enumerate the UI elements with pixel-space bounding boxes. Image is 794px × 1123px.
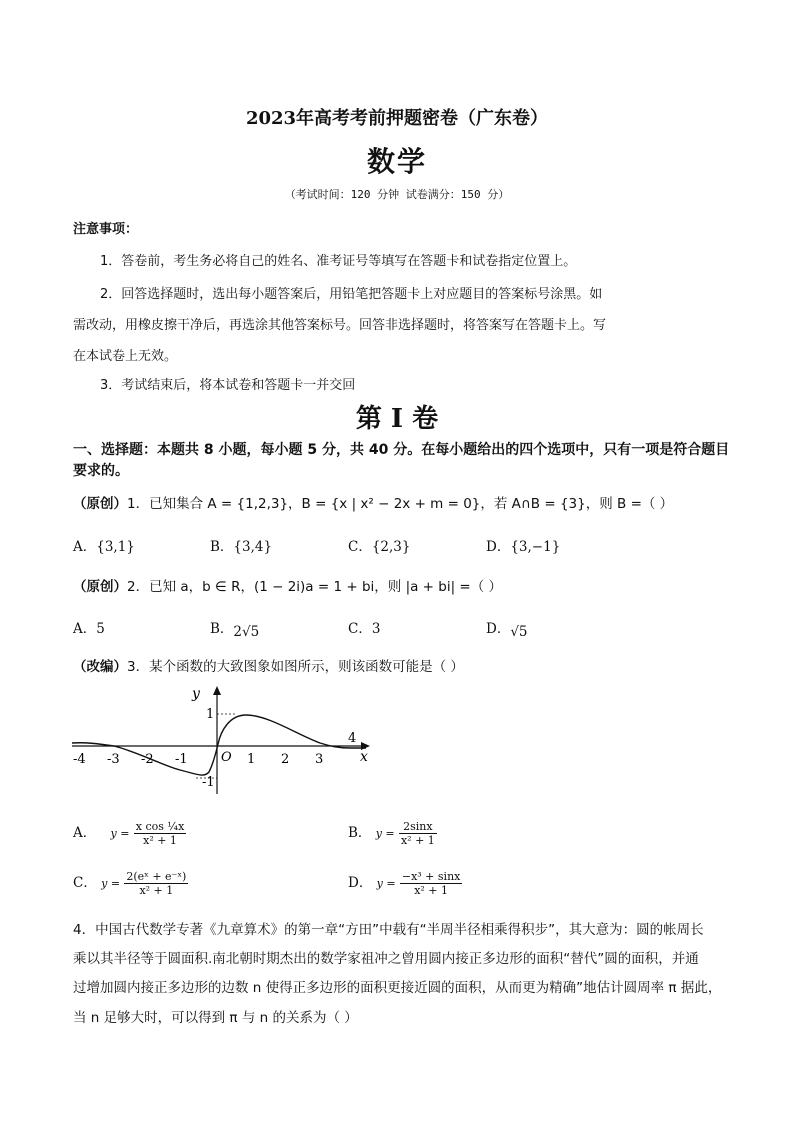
- q3-option-b-numerator: 2sinx: [399, 820, 437, 834]
- question-1: [73, 492, 673, 512]
- q2-option-b: [210, 617, 260, 640]
- function-graph: [68, 682, 378, 797]
- q2-option-b-value: 2√5: [233, 624, 260, 640]
- q3-option-c-fraction: [124, 870, 188, 897]
- q3-option-b-y: y =: [375, 827, 395, 840]
- q2-option-d-value: √5: [510, 624, 528, 640]
- q3-option-a-letter: A．: [73, 825, 97, 841]
- y-tick-1: 1: [206, 707, 215, 722]
- y-axis-arrow-icon: [213, 686, 221, 695]
- q3-option-d-fraction: [400, 870, 463, 897]
- q3-option-d-numerator: −x³ + sinx: [401, 870, 461, 883]
- q1-option-d: D．{3,−1}: [486, 539, 561, 555]
- q3-option-c-y: y =: [101, 877, 121, 890]
- x-axis-label: x: [360, 749, 368, 765]
- notice-item-2-line-2: 需改动，用橡皮擦干净后，再选涂其他答案标号。回答非选择题时，将答案写在答题卡上。写: [73, 318, 607, 333]
- q2-option-d-letter: D．: [486, 621, 511, 637]
- x-tick-4: 4: [348, 731, 357, 746]
- notice-item-3: 3．考试结束后，将本试卷和答题卡一并交回: [100, 378, 356, 393]
- q3-option-d-denominator: x² + 1: [414, 884, 449, 897]
- x-tick-2: 2: [281, 752, 290, 767]
- question-2-tag: （原创）: [73, 579, 127, 595]
- question-3-tag: （改编）: [73, 659, 127, 675]
- q2-option-d: [486, 617, 528, 640]
- question-2: [73, 575, 502, 595]
- q2-option-a: A．5: [73, 621, 105, 637]
- q3-option-c-letter: C．: [73, 875, 97, 891]
- q2-option-b-letter: B．: [210, 621, 234, 637]
- y-axis-label: y: [192, 686, 200, 702]
- q3-option-c: [73, 870, 188, 897]
- q3-option-c-numerator: 2(eˣ + e⁻ˣ): [126, 870, 187, 883]
- q3-option-d-letter: D．: [348, 875, 373, 891]
- origin-label: O: [221, 750, 232, 765]
- q3-option-a-numerator: x cos ¼x: [135, 820, 185, 833]
- notice-item-2-line-1: 2．回答选择题时，选出每小题答案后，用铅笔把答题卡上对应题目的答案标号涂黑。如: [100, 287, 603, 302]
- q3-option-a-y: y =: [110, 827, 130, 840]
- x-tick-minus-3: -3: [107, 752, 120, 767]
- paper-title: 2023年高考考前押题密卷（广东卷）: [245, 108, 549, 129]
- question-3: [73, 655, 464, 675]
- q1-option-a: A．{3,1}: [73, 539, 135, 555]
- q1-option-b: B．{3,4}: [210, 539, 273, 555]
- q3-option-b: [348, 820, 437, 847]
- x-tick-minus-4: -4: [73, 752, 86, 767]
- question-1-text: 1．已知集合 A = {1,2,3}，B = {x | x² − 2x + m = 0}，若 A∩B = {3}，则 B =（ ）: [127, 496, 674, 512]
- section-heading: 一、选择题：本题共 8 小题，每小题 5 分，共 40 分。在每小题给出的四个选项中，只有一项是符合题目要求的。: [73, 442, 730, 479]
- y-tick-minus-1: -1: [202, 775, 215, 790]
- x-tick-minus-1: -1: [175, 752, 188, 767]
- question-4-line-4: 当 n 足够大时，可以得到 π 与 n 的关系为（ ）: [73, 1010, 358, 1026]
- q3-option-b-fraction: [399, 820, 437, 847]
- q3-option-d-y: y =: [376, 877, 396, 890]
- q1-option-c: C．{2,3}: [348, 539, 411, 555]
- question-1-tag: （原创）: [73, 496, 127, 512]
- question-2-text: 2．已知 a，b ∈ R，(1 − 2i)a = 1 + bi，则 |a + bi| =（ ）: [127, 579, 503, 595]
- q3-option-c-denominator: x² + 1: [139, 884, 174, 897]
- question-4-line-1: 4．中国古代数学专著《九章算术》的第一章“方田”中载有“半周半径相乘得积步”，其大意为：圆的帐周长: [73, 922, 704, 938]
- exam-info: （考试时间：120 分钟 试卷满分：150 分）: [284, 188, 510, 201]
- notice-item-1: 1．答卷前，考生务必将自己的姓名、准考证号等填写在答题卡和试卷指定位置上。: [100, 254, 577, 269]
- subject-title: 数学: [366, 145, 427, 178]
- question-4-line-2: 乘以其半径等于圆面积.南北朝时期杰出的数学家祖冲之曾用圆内接正多边形的面积“替代”圆的面积，并通: [73, 951, 699, 967]
- q3-option-b-letter: B．: [348, 825, 372, 841]
- notice-item-2-line-3: 在本试卷上无效。: [73, 349, 178, 364]
- x-tick-3: 3: [315, 752, 324, 767]
- q3-option-a: [73, 820, 186, 847]
- x-tick-1: 1: [247, 752, 256, 767]
- q3-option-a-fraction: [134, 820, 187, 847]
- x-tick-minus-2: -2: [141, 752, 154, 767]
- volume-heading: 第 I 卷: [355, 404, 439, 434]
- q3-option-d: [348, 870, 462, 897]
- notice-heading: 注意事项：: [73, 222, 139, 237]
- question-3-text: 3．某个函数的大致图象如图所示，则该函数可能是（ ）: [127, 659, 464, 675]
- q2-option-c: C．3: [348, 621, 381, 637]
- q3-option-b-denominator: x² + 1: [400, 834, 435, 847]
- question-4-line-3: 过增加圆内接正多边形的边数 n 使得正多边形的面积更接近圆的面积，从而更为精确”地估计圆周率 π 据此，: [73, 980, 722, 996]
- q3-option-a-denominator: x² + 1: [143, 834, 177, 847]
